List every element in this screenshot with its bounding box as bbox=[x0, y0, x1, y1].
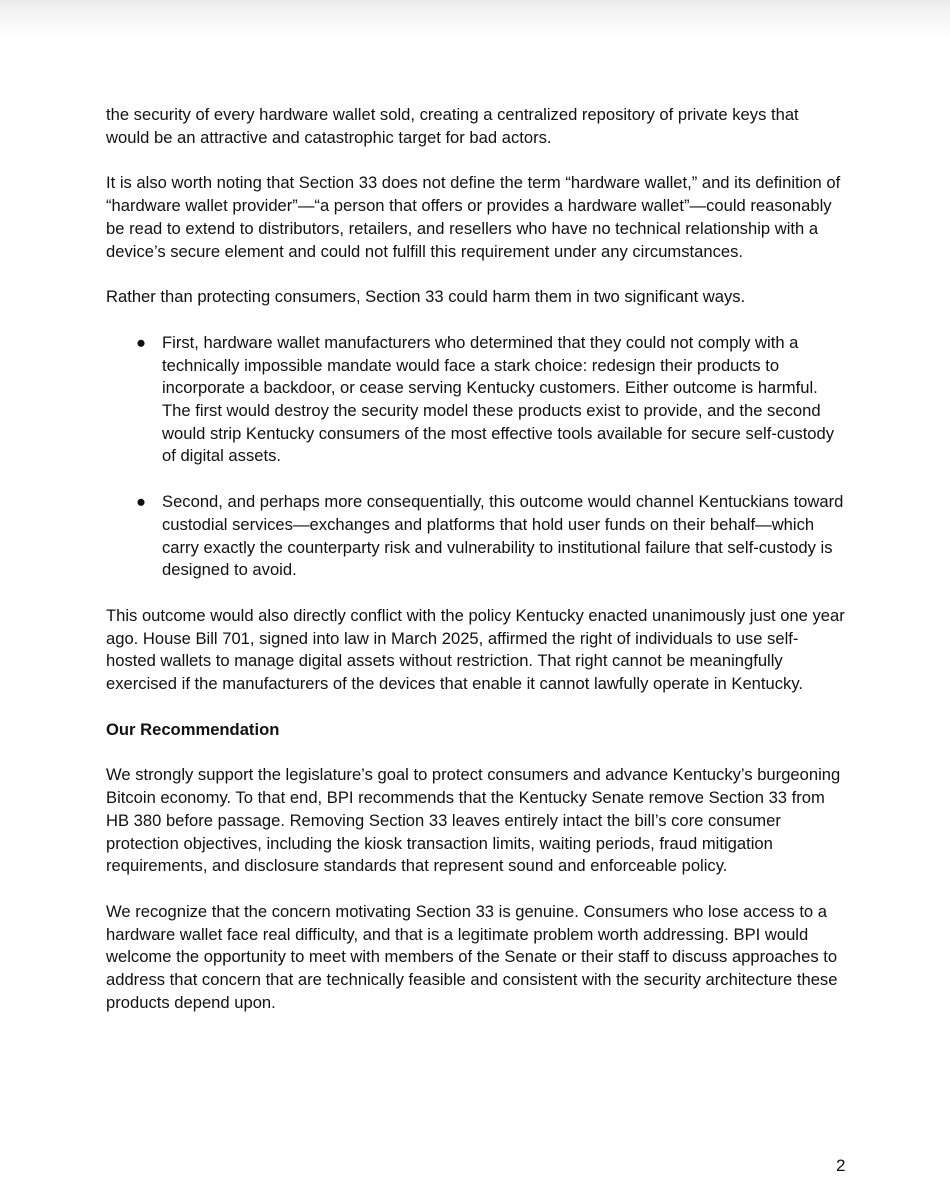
bullet-icon: ● bbox=[136, 332, 147, 352]
bullet-text-first: First, hardware wallet manufacturers who determined that they could not comply with a technically impossible mandate would face a stark choice: redesign their products to incorporate a backdoor, or cease serving Kentucky customers. Either outcome is harmful. The first would destroy the security model these products exist to provide, and the second would strip Kentucky consumers of the most effective tools available for secure self-custody of digital assets. bbox=[162, 332, 835, 466]
bullet-icon: ● bbox=[136, 492, 147, 512]
harm-bullet-list bbox=[106, 332, 846, 582]
section-heading-recommendation: Our Recommendation bbox=[106, 719, 280, 739]
paragraph-definition-note: It is also worth noting that Section 33 does not define the term “hardware wallet,” and its definition of “hardware wallet provider”—“a person that offers or provides a hardware wallet”—could reasonably be read to extend to distributors, retailers, and resellers who have no technical relationship with a device’s secure element and could not fulfill this requirement under any circumstances. bbox=[106, 173, 841, 261]
document-page bbox=[106, 104, 846, 1015]
paragraph-harm-intro: Rather than protecting consumers, Section 33 could harm them in two significant ways. bbox=[106, 287, 746, 307]
paragraph-security-repository: the security of every hardware wallet sold, creating a centralized repository of private keys that would be an attractive and catastrophic target for bad actors. bbox=[106, 105, 799, 147]
page-number: 2 bbox=[836, 1156, 846, 1175]
page-top-shadow bbox=[0, 0, 950, 40]
paragraph-policy-conflict: This outcome would also directly conflict with the policy Kentucky enacted unanimously just one year ago. House Bill 701, signed into law in March 2025, affirmed the right of individuals to use self-hosted wallets to manage digital assets without restriction. That right cannot be meaningfully exercised if the manufacturers of the devices that enable it cannot lawfully operate in Kentucky. bbox=[106, 605, 845, 694]
paragraph-concern: We recognize that the concern motivating Section 33 is genuine. Consumers who lose access to a hardware wallet face real difficulty, and that is a legitimate problem worth addressing. BPI would welcome the opportunity to meet with members of the Senate or their staff to discuss approaches to address that concern that are technically feasible and consistent with the security architecture these products depend upon. bbox=[106, 901, 838, 1012]
bullet-text-second: Second, and perhaps more consequentially, this outcome would channel Kentuckians toward custodial services—exchanges and platforms that hold user funds on their behalf—which carry exactly the counterparty risk and vulnerability to institutional failure that self-custody is designed to avoid. bbox=[162, 492, 844, 580]
list-item bbox=[106, 332, 846, 468]
list-item bbox=[106, 491, 846, 582]
paragraph-recommendation: We strongly support the legislature’s goal to protect consumers and advance Kentucky’s burgeoning Bitcoin economy. To that end, BPI recommends that the Kentucky Senate remove Section 33 from HB 380 before passage. Removing Section 33 leaves entirely intact the bill’s core consumer protection objectives, including the kiosk transaction limits, waiting periods, fraud mitigation requirements, and disclosure standards that represent sound and enforceable policy. bbox=[106, 765, 841, 876]
